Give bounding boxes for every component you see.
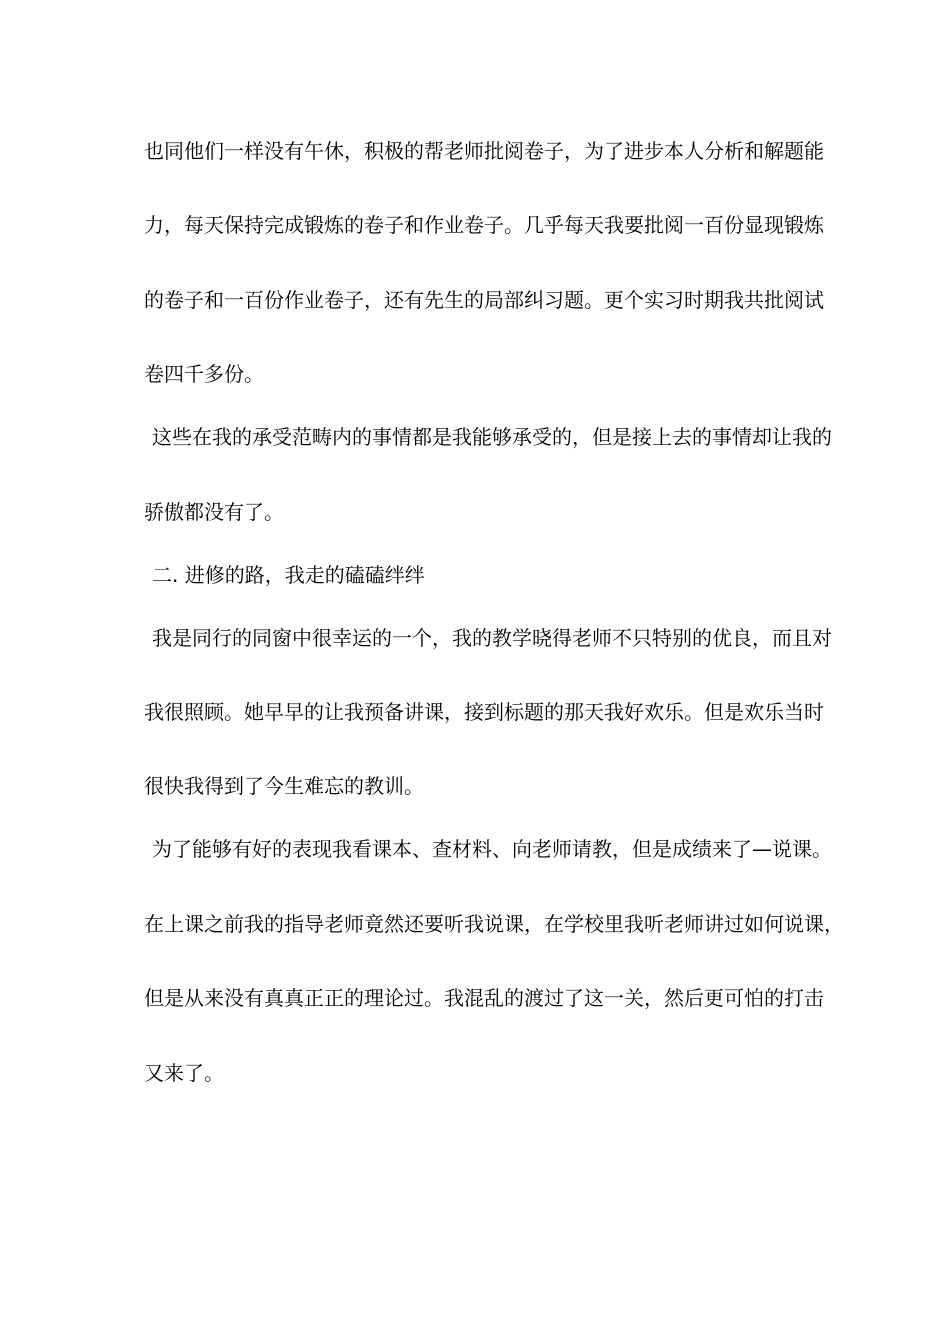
paragraph-line: 这些在我的承受范畴内的事情都是我能够承受的，但是接上去的事情却让我的 — [152, 425, 832, 449]
paragraph-line: 但是从来没有真真正正的理论过。我混乱的渡过了这一关，然后更可怕的打击 — [144, 986, 824, 1010]
paragraph-line: 在上课之前我的指导老师竟然还要听我说课，在学校里我听老师讲过如何说课， — [144, 912, 844, 936]
paragraph-line: 又来了。 — [144, 1061, 224, 1085]
section-heading: 二. 进修的路，我走的磕磕绊绊 — [152, 563, 425, 587]
paragraph-line: 卷四千多份。 — [144, 362, 264, 386]
paragraph-line: 为了能够有好的表现我看课本、查材料、向老师请教，但是成绩来了—说课。 — [152, 837, 832, 861]
paragraph-line: 也同他们一样没有午休，积极的帮老师批阅卷子，为了进步本人分析和解题能 — [144, 139, 824, 163]
paragraph-line: 力，每天保持完成锻炼的卷子和作业卷子。几乎每天我要批阅一百份显现锻炼 — [144, 213, 824, 237]
paragraph-line: 骄傲都没有了。 — [144, 500, 284, 524]
paragraph-line: 的卷子和一百份作业卷子，还有先生的局部纠习题。更个实习时期我共批阅试 — [144, 288, 824, 312]
paragraph-line: 我很照顾。她早早的让我预备讲课，接到标题的那天我好欢乐。但是欢乐当时 — [144, 700, 824, 724]
paragraph-line: 很快我得到了今生难忘的教训。 — [144, 774, 424, 798]
paragraph-line: 我是同行的同窗中很幸运的一个，我的教学晓得老师不只特别的优良，而且对 — [152, 626, 832, 650]
